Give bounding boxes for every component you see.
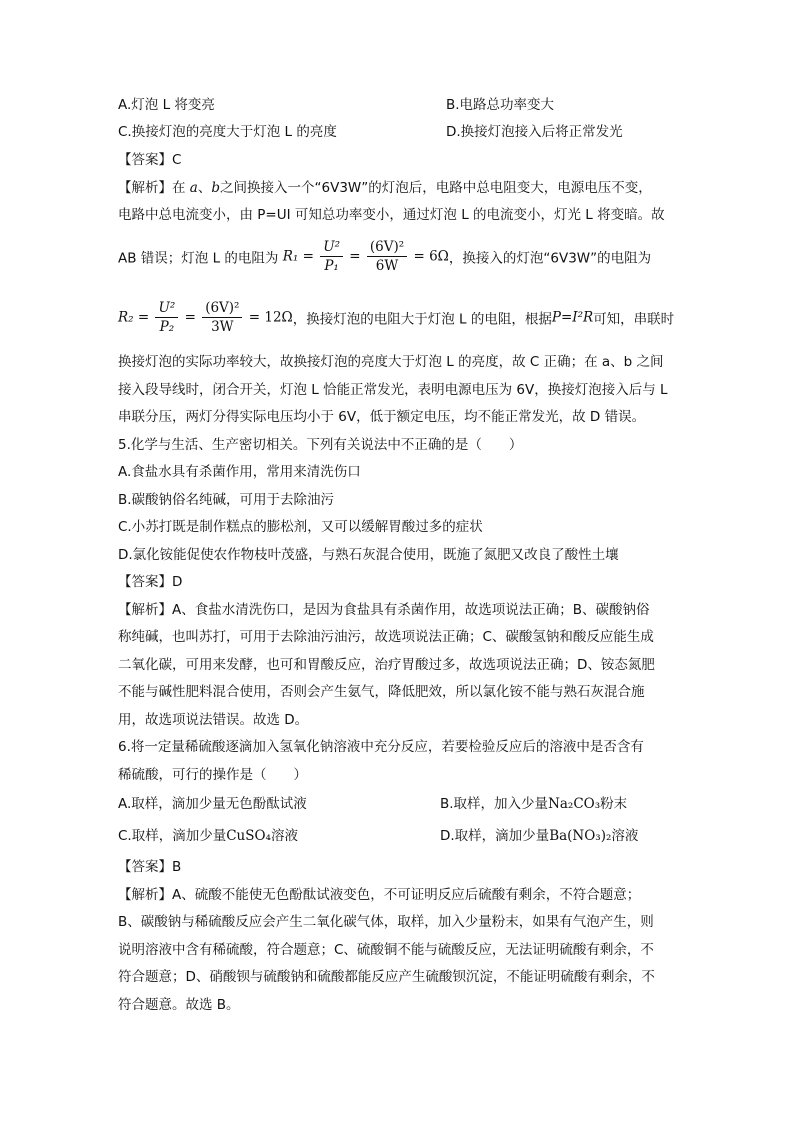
q5-analysis-line-1: 【解析】A、食盐水清洗伤口，是因为食盐具有杀菌作用，故选项说法正确；B、碳酸钠俗 <box>118 602 650 618</box>
text: D.取样，滴加少量 <box>440 828 550 844</box>
fraction-u2-p1 <box>320 238 343 275</box>
text: 溶液 <box>611 828 639 844</box>
text: ，换接入的灯泡“6V3W”的电阻为 <box>448 250 652 267</box>
fraction-6v-6w <box>367 238 407 275</box>
q6-analysis-line-2: B、碳酸钠与稀硫酸反应会产生二氧化碳气体，取样，加入少量粉末，如果有气泡产生，则 <box>118 914 654 930</box>
q4-analysis-line-6: 接入段导线时，闭合开关，灯泡 L 恰能正常发光，表明电源电压为 6V，换接灯泡接入后与 L <box>118 382 668 398</box>
denominator: P₂ <box>159 319 175 335</box>
q5-analysis-line-3: 二氧化碳，可用来发酵，也可和胃酸反应，治疗胃酸过多，故选项说法正确；D、铵态氮肥 <box>118 657 655 673</box>
equals: = <box>184 309 196 326</box>
denominator: 6W <box>375 258 399 274</box>
q4-analysis-line-7: 串联分压，两灯分得实际电压均小于 6V，低于额定电压，均不能正常发光，故 D 错误。 <box>118 409 646 425</box>
q5-option-a: A.食盐水具有杀菌作用，常用来清洗伤口 <box>118 464 361 480</box>
fraction-u2-p2 <box>155 299 178 336</box>
q4-option-b: B.电路总功率变大 <box>446 97 555 113</box>
q5-analysis-line-2: 称纯碱，也叫苏打，可用于去除油污油污，故选项说法正确；C、碳酸氢钠和酸反应能生成 <box>118 629 654 645</box>
q5-option-b: B.碳酸钠俗名纯碱，可用于去除油污 <box>118 492 335 508</box>
q6-stem-line-1: 6.将一定量稀硫酸逐滴加入氢氧化钠溶液中充分反应，若要检验反应后的溶液中是否含有 <box>118 739 644 755</box>
q5-stem: 5.化学与生活、生产密切相关。下列有关说法中不正确的是（ ） <box>118 437 523 453</box>
q5-analysis-line-4: 不能与碱性肥料混合使用，否则会产生氨气，降低肥效，所以氯化铵不能与熟石灰混合施 <box>118 684 645 700</box>
q6-option-d <box>440 826 638 846</box>
fraction-6v-3w <box>202 299 242 336</box>
denominator: 3W <box>211 319 234 335</box>
q4-option-a: A.灯泡 L 将变亮 <box>118 97 215 113</box>
q4-option-c: C.换接灯泡的亮度大于灯泡 L 的亮度 <box>118 124 337 140</box>
formula-r2-lhs: R₂ = <box>118 309 150 326</box>
q4-analysis-line-2: 电路中总电流变小，由 P=UI 可知总功率变小，通过灯泡 L 的电流变小，灯光 L 将变暗。故 <box>118 207 665 223</box>
text: ，换接灯泡的电阻大于灯泡 L 的电阻，根据 <box>292 311 552 328</box>
numerator: (6V)² <box>367 238 407 257</box>
q5-option-c: C.小苏打既是制作糕点的膨松剂，又可以缓解胃酸过多的症状 <box>118 519 483 535</box>
formula-power: P=I²R <box>551 309 594 326</box>
q5-analysis-line-5: 用，故选项说法错误。故选 D。 <box>118 712 309 728</box>
equals: = <box>349 248 361 265</box>
var-a: a <box>189 180 198 196</box>
q4-analysis-line-4 <box>118 299 674 336</box>
text: 粉末 <box>600 796 628 812</box>
q5-answer: 【答案】D <box>118 574 183 590</box>
q6-option-c <box>118 826 298 846</box>
q6-answer: 【答案】B <box>118 859 182 875</box>
numerator: U² <box>155 299 178 318</box>
formula-cuso4: CuSO₄ <box>226 828 271 844</box>
text: 在 <box>172 180 190 196</box>
formula-na2co3: Na₂CO₃ <box>548 796 601 812</box>
numerator: U² <box>320 238 343 257</box>
q5-option-d: D.氯化铵能促使农作物枝叶茂盛，与熟石灰混合使用，既施了氮肥又改良了酸性土壤 <box>118 547 619 563</box>
q6-analysis-line-5: 符合题意。故选 B。 <box>118 997 240 1013</box>
q4-analysis-line-3 <box>118 238 651 275</box>
separator: 、 <box>197 180 212 196</box>
q6-analysis-line-1: 【解析】A、硫酸不能使无色酚酞试液变色，不可证明反应后硫酸有剩余，不符合题意； <box>118 887 641 903</box>
analysis-label: 【解析】 <box>118 180 172 196</box>
text: 可知，串联时 <box>593 311 675 328</box>
text: B.取样，加入少量 <box>440 796 549 812</box>
q6-analysis-line-4: 符合题意；D、硝酸钡与硫酸钠和硫酸都能反应产生硫酸钡沉淀，不能证明硫酸有剩余，不 <box>118 969 655 985</box>
q4-analysis-line-5: 换接灯泡的实际功率较大，故换接灯泡的亮度大于灯泡 L 的亮度，故 C 正确；在 a、b 之间 <box>118 354 664 370</box>
q6-stem-line-2: 稀硫酸，可行的操作是（ ） <box>118 767 307 783</box>
q6-analysis-line-3: 说明溶液中含有稀硫酸，符合题意；C、硫酸铜不能与硫酸反应，无法证明硫酸有剩余，不 <box>118 942 654 958</box>
text: 溶液 <box>270 828 298 844</box>
var-b: b <box>211 180 221 196</box>
text: 之间换接入一个“6V3W”的灯泡后，电路中总电阻变大，电源电压不变， <box>220 180 652 196</box>
result: = 12Ω <box>248 309 293 326</box>
q4-answer: 【答案】C <box>118 152 182 168</box>
text: C.取样，滴加少量 <box>118 828 227 844</box>
q4-analysis-line-1 <box>118 178 652 198</box>
text: AB 错误；灯泡 L 的电阻为 <box>118 250 279 267</box>
formula-r1-lhs: R₁ = <box>282 248 314 265</box>
result: = 6Ω <box>413 248 449 265</box>
q6-option-a: A.取样，滴加少量无色酚酞试液 <box>118 796 307 812</box>
q4-option-d: D.换接灯泡接入后将正常发光 <box>446 124 623 140</box>
denominator: P₁ <box>324 258 339 274</box>
numerator: (6V)² <box>202 299 242 318</box>
formula-ba-no3-2: Ba(NO₃)₂ <box>549 828 612 844</box>
q6-option-b <box>440 794 627 814</box>
